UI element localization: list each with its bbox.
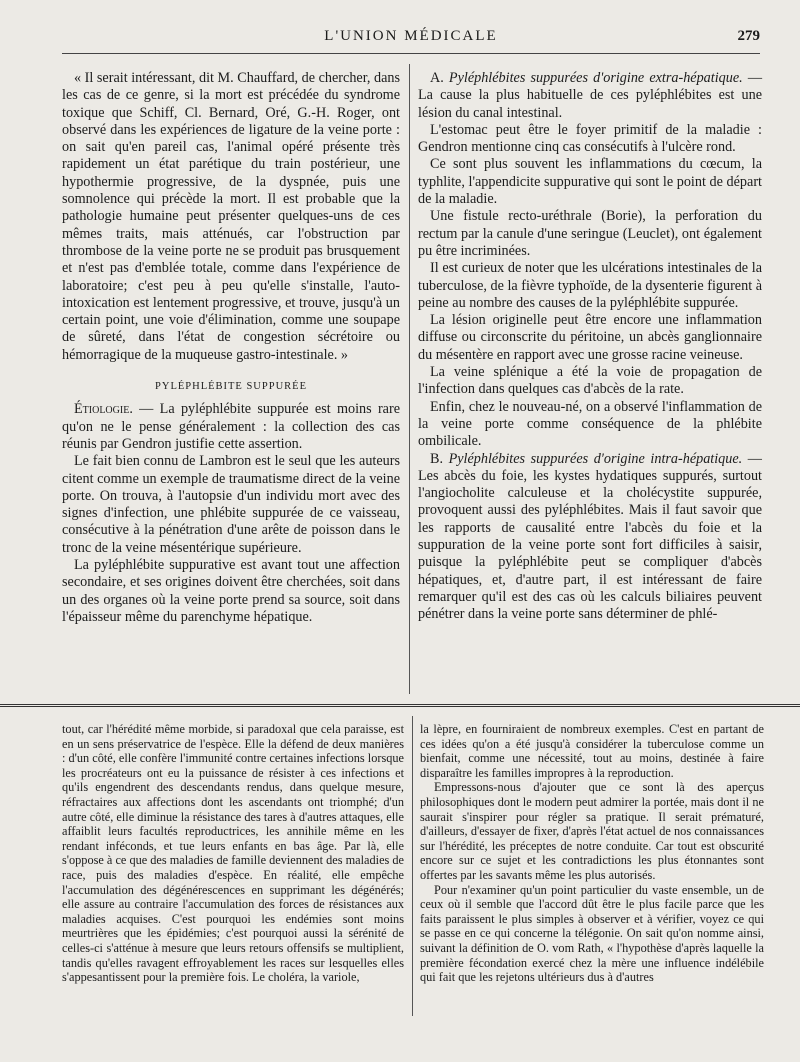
cecum-paragraph: Ce sont plus souvent les inflammations du cœcum, la typhlite, l'appendicite suppurative qui sont le point de départ de la maladie. <box>418 156 762 208</box>
subsection-b-title: Pyléphlébites suppurées d'origine intra-hépatique. <box>443 450 743 467</box>
feuilleton-column-divider <box>412 716 413 1016</box>
subsection-a-text: — La cause la plus habituelle de ces pyléphlébites est une lésion du canal intestinal. <box>418 70 763 121</box>
ulcerations-paragraph: Il est curieux de noter que les ulcérations intestinales de la tuberculose, de la fièvre typhoïde, de la dysenterie figurent à peine au nombre des causes de la pyléphlébite suppurée. <box>418 260 762 311</box>
etiology-label: Étiologie. <box>74 401 133 418</box>
page-number: 279 <box>737 28 760 44</box>
quote-paragraph: « Il serait intéressant, dit M. Chauffard, de chercher, dans les cas de ce genre, si la mort est précédée du syndrome toxique que Schiff, Cl. Bernard, Oré, G.-H. Roger, ont observé dans les expériences de ligature de la veine porte : on sait qu'en pareil cas, l'animal opéré présente très rapidement un état parétique du train postérieur, une hypothermie progressive, de la dyspnée, puis une somnolence qui précède la mort. Il est probable que la pathologie humaine peut présenter quelques-uns de ces mêmes traits, mais atténués, car l'obstruction par thrombose de la veine porte ne se produit pas brusquement et n'est pas d'emblée totale, comme dans l'expérience de laboratoire; c'est peu à peu qu'elle s'installe, l'auto-intoxication est lentement progressive, et trouve, jusqu'à un certain point, une voie d'élimination, comme une soupape de sûreté, dans l'état de congestion sécrétoire ou hémorragique de la muqueuse gastro-intestinale. » <box>62 70 400 363</box>
running-header <box>62 28 760 50</box>
newborn-paragraph: Enfin, chez le nouveau-né, on a observé l'inflammation de la veine porte comme conséquence de la phlébite ombilicale. <box>418 398 762 450</box>
header-rule <box>62 53 760 54</box>
subsection-b-label: B. <box>430 450 444 467</box>
lambron-paragraph: Le fait bien connu de Lambron est le seul que les auteurs citent comme un exemple de traumatisme direct de la veine porte. On trouva, à l'autopsie d'un individu mort avec des signes d'infection, une phlébite suppurée de ce vaisseau, consécutive à la pénétration d'une arête de poisson dans le tronc de la veine mésentérique supérieure. <box>62 453 400 556</box>
feuilleton-left-column <box>62 722 404 985</box>
feuilleton-paragraph: Empressons-nous d'ajouter que ce sont là des aperçus philosophiques dont le modern peut admirer la portée, mais dont il ne saurait s'inspirer pour régler sa pratique. Il serait prématuré, d'ailleurs, d'essayer de fixer, d'après l'état actuel de nos connaissances sur l'hérédité, les préceptes de notre conduite. Car tout est obscurité encore sur ce sujet et les contradictions les plus étonnantes sont offertes par les savants même les plus autorisés. <box>420 780 764 882</box>
etiology-paragraph <box>62 401 400 453</box>
peritoneum-paragraph: La lésion originelle peut être encore une inflammation diffuse ou circonscrite du péritoine, un abcès ganglionnaire du mésentère en rapport avec une grosse racine veineuse. <box>418 312 762 363</box>
subsection-a-title: Pyléphlébites suppurées d'origine extra-hépatique. <box>443 70 743 86</box>
subsection-a-label: A. <box>430 70 444 86</box>
left-column <box>62 70 400 626</box>
section-heading: PYLÉPHLÉBITE SUPPURÉE <box>155 381 307 393</box>
intrahepatic-paragraph <box>418 451 762 624</box>
feuilleton-divider <box>0 704 800 707</box>
fistula-paragraph: Une fistule recto-uréthrale (Borie), la perforation du rectum par la canule d'une seringue (Leuclet), ont également pu être incriminées. <box>418 208 762 259</box>
subsection-b-text: — Les abcès du foie, les kystes hydatiques suppurés, surtout l'angiocholite calculeuse et la cholécystite suppurée, provoquent aussi des pyléphlébites. Mais il faut savoir que les rapports de causalité entre l'abcès du foie et la suppuration de la veine porte sont fort difficiles à saisir, puisque la pyléphlébite peut se compliquer d'abcès hépatiques, et, d'autre part, il est intéressant de faire remarquer qu'il est des cas où les calculs biliaires peuvent pénétrer dans la veine porte sans déterminer de phlé- <box>418 450 762 623</box>
column-divider <box>409 64 410 694</box>
feuilleton-paragraph: la lèpre, en fourniraient de nombreux exemples. C'est en partant de ces idées qu'on a été jusqu'à considérer la tuberculose comme un bienfait, comme une nécessité, tout au moins, destinée à faire disparaître les familles impropres à la reproduction. <box>420 722 764 780</box>
feuilleton-right-column <box>420 722 764 985</box>
splenic-paragraph: La veine splénique a été la voie de propagation de l'infection dans quelques cas d'abcès de la rate. <box>418 364 762 398</box>
secondary-affection-paragraph: La pyléphlébite suppurative est avant tout une affection secondaire, et ses origines doivent être cherchées, soit dans un des organes où la veine porte prend sa source, soit dans l'épaisseur même du parenchyme hépatique. <box>62 557 400 625</box>
stomach-paragraph: L'estomac peut être le foyer primitif de la maladie : Gendron mentionne cinq cas consécutifs à l'ulcère rond. <box>418 121 762 156</box>
extrahepatic-paragraph <box>418 70 762 122</box>
feuilleton-paragraph: Pour n'examiner qu'un point particulier du vaste ensemble, un de ceux où il semble que l'accord dût être le plus facile parce que les faits paraissent le plus simples à observer et à vérifier, voyez ce qui se passe en ce qui concerne la télégonie. On sait qu'on nomme ainsi, suivant la définition de O. vom Rath, « l'hypothèse d'après laquelle la première fécondation exercé chez la mère une influence indélébile qui fait que les rejetons ultérieurs dus à d'autres <box>420 882 764 985</box>
right-column <box>418 70 762 624</box>
etiology-text: — La pyléphlébite suppurée est moins rare qu'on ne le pense généralement : la collection des cas réunis par Gendron justifie cette assertion. <box>62 401 400 452</box>
journal-title: L'UNION MÉDICALE <box>324 28 498 44</box>
feuilleton-paragraph: tout, car l'hérédité même morbide, si paradoxal que cela paraisse, est en un sens préservatrice de l'espèce. Elle la défend de deux manières : d'un côté, elle confère l'immunité contre certaines infections lorsque les procréateurs ont eu la puissance de résister à ces infections et qu'ils engendrent des descendants rendus, dans quelque mesure, réfractaires aux affections dont les ascendants ont triomphé; d'un autre côté, elle diminue la résistance des tares à d'autres attaques, elle affaiblit leurs facultés reproductrices, les annihile même en les rendant inféconds, et tue leurs enfants en bas âge. Par là, elle s'oppose à ce que des maladies de famille deviennent des maladies de race, puis des maladies d'espèce. En réalité, elle empêche l'accumulation des dégénérescences en supprimant les dégénérés; elle assure au contraire l'accumulation des forces de résistances aux maladies acquises. C'est pourquoi les endémies sont moins meurtrières que les épidémies; c'est pourquoi aussi la sérénité de celles-ci s'atténue à mesure que leurs retours offensifs se multiplient, tandis qu'elles ravagent effroyablement les races sur lesquelles elles s'appesantissent pour la première fois. Le choléra, la variole, <box>62 722 404 985</box>
